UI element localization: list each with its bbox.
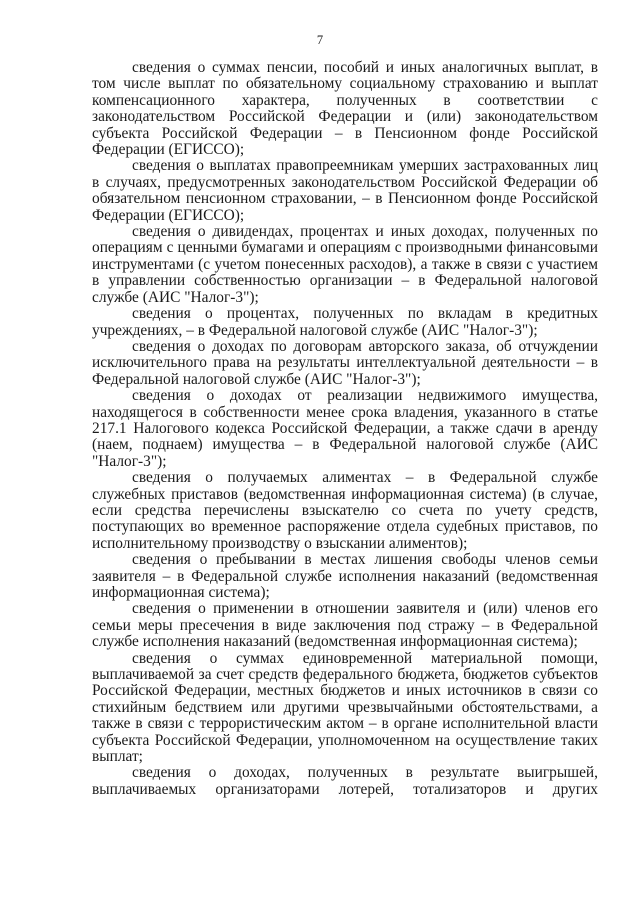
paragraph-deposit-interest: сведения о процентах, полученных по вкладам в кредитных учреждениях, – в Федеральной налоговой службе (АИС "Налог-3"); [92, 305, 598, 339]
paragraph-custody-measure: сведения о применении в отношении заявителя и (или) членов его семьи меры пресечения в виде заключения под стражу – в Федеральной службе исполнения наказаний (ведомственная информационная система); [92, 600, 598, 651]
document-body [92, 60, 598, 798]
paragraph-pension-payments: сведения о суммах пенсии, пособий и иных аналогичных выплат, в том числе выплат по обязательному социальному страхованию и выплат компенсационного характера, полученных в соответствии с законодательством Российской Федерации и (или) законодательством субъекта Российской Федерации – в Пенсионном фонде Российской Федерации (ЕГИССО); [92, 59, 598, 159]
paragraph-securities-income: сведения о дивидендах, процентах и иных доходах, полученных по операциям с ценными бумагами и операциям с производными финансовыми инструментами (с учетом понесенных расходов), а также в связи с участием в управлении собственностью организации – в Федеральной налоговой службе (АИС "Налог-3"); [92, 223, 598, 306]
paragraph-imprisonment: сведения о пребывании в местах лишения свободы членов семьи заявителя – в Федеральной службе исполнения наказаний (ведомственная информационная система); [92, 551, 598, 601]
paragraph-lottery-winnings: сведения о доходах, полученных в результате выигрышей, выплачиваемых организаторами лотерей, тотализаторов и других [92, 764, 598, 798]
paragraph-material-aid: сведения о суммах единовременной материальной помощи, выплачиваемой за счет средств федерального бюджета, бюджетов субъектов Российской Федерации, местных бюджетов и иных источников в связи со стихийным бедствием или другими чрезвычайными обстоятельствами, а также в связи с террористическим актом – в органе исполнительной власти субъекта Российской Федерации, уполномоченном на осуществление таких выплат; [92, 649, 598, 766]
paragraph-real-estate-income: сведения о доходах от реализации недвижимого имущества, находящегося в собственности менее срока владения, указанного в статье 217.1 Налогового кодекса Российской Федерации, а также сдачи в аренду (наем, поднаем) имущества – в Федеральной налоговой службе (АИС "Налог-3"); [92, 387, 598, 470]
paragraph-successor-payments: сведения о выплатах правопреемникам умерших застрахованных лиц в случаях, предусмотренных законодательством Российской Федерации об обязательном пенсионном страховании, – в Пенсионном фонде Российской Федерации (ЕГИССО); [92, 157, 598, 224]
page-number: 7 [316, 33, 324, 47]
paragraph-copyright-income: сведения о доходах по договорам авторского заказа, об отчуждении исключительного права на результаты интеллектуальной деятельности – в Федеральной налоговой службе (АИС "Налог-3"); [92, 337, 598, 388]
paragraph-alimony: сведения о получаемых алиментах – в Федеральной службе служебных приставов (ведомственная информационная система) (в случае, если средства перечислены взыскателю со счета по учету средств, поступающих во временное распоряжение отдела судебных приставов, по исполнительному производству о взыскании алиментов); [92, 469, 598, 552]
